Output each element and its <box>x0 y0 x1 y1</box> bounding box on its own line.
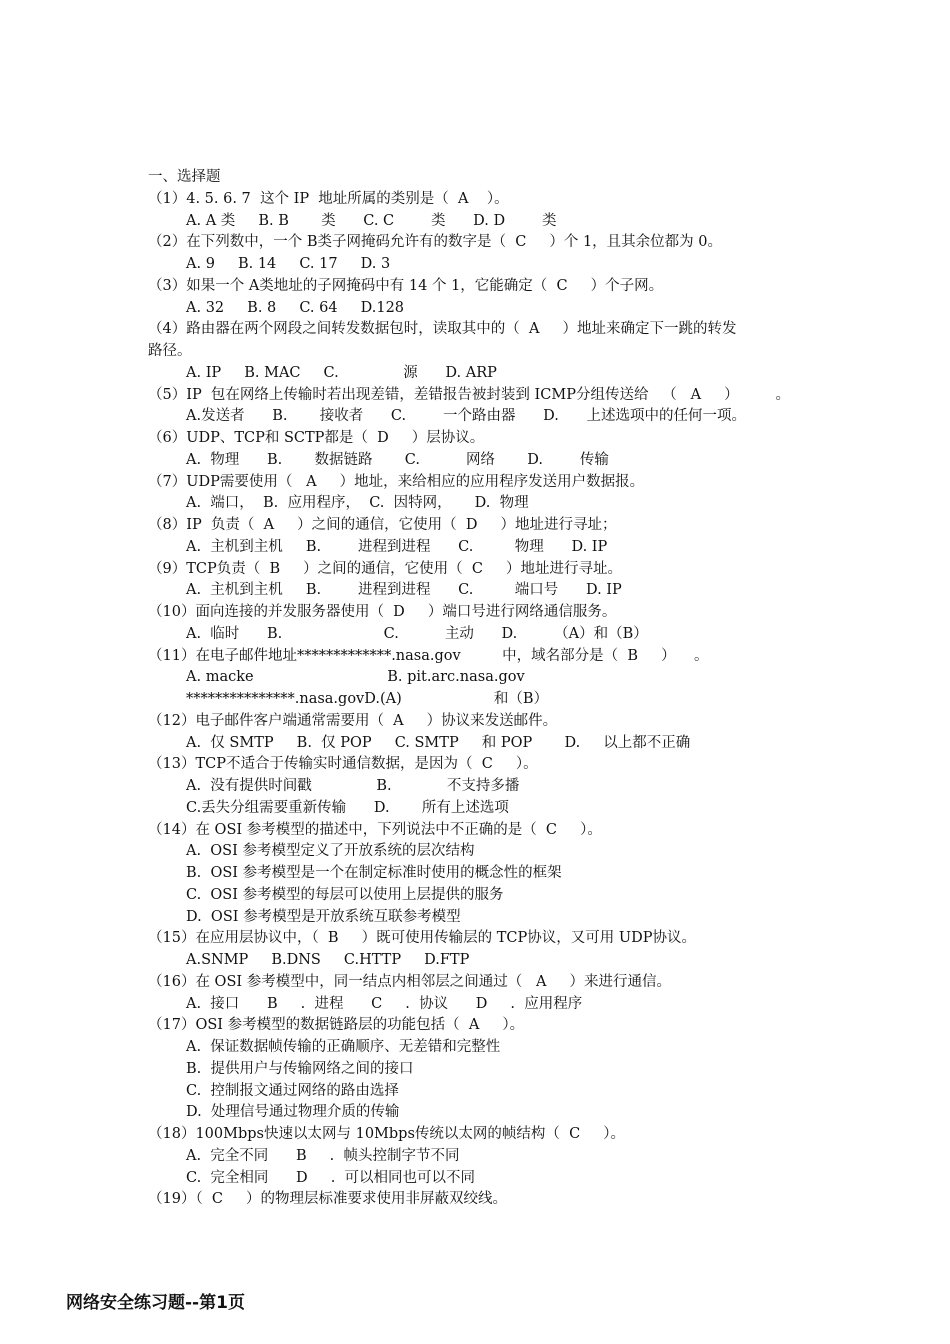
question-text: （18）100Mbps快速以太网与 10Mbps传统以太网的帧结构（ C ）。 <box>148 1126 625 1142</box>
answer-options: D. 处理信号通过物理介质的传输 <box>186 1104 400 1121</box>
answer-options: A.发送者 B. 接收者 C. 一个路由器 D. 上述选项中的任何一项。 <box>186 408 747 425</box>
answer-options: C.丢失分组需要重新传输 D. 所有上述选项 <box>186 799 509 816</box>
answer-options: C. 完全相同 D . 可以相同也可以不同 <box>186 1169 476 1186</box>
answer-options: D. OSI 参考模型是开放系统互联参考模型 <box>186 908 461 925</box>
question-text: （19）（ C ）的物理层标准要求使用非屏蔽双绞线。 <box>148 1191 508 1208</box>
answer-options: A. 仅 SMTP B. 仅 POP C. SMTP 和 POP D. 以上都不正确 <box>186 734 691 751</box>
question-text: （5）IP 包在网络上传输时若出现差错，差错报告被封装到 ICMP分组传送给 （ A ） 。 <box>148 386 791 403</box>
answer-options: A. macke B. pit.arc.nasa.gov <box>186 669 525 686</box>
section-heading: 一、选择题 <box>148 169 221 185</box>
answer-options: ***************.nasa.govD.(A) 和（B） <box>186 691 549 707</box>
question-text: （8）IP 负责（ A ）之间的通信，它使用（ D ）地址进行寻址； <box>148 517 617 533</box>
question-text: （14）在 OSI 参考模型的描述中，下列说法中不正确的是（ C ）。 <box>148 821 602 838</box>
answer-options: A. A 类 B. B 类 C. C 类 D. D 类 <box>186 212 557 229</box>
question-text: （17）OSI 参考模型的数据链路层的功能包括（ A ）。 <box>148 1017 525 1034</box>
question-text: 路径。 <box>148 343 192 359</box>
answer-options: B. 提供用户与传输网络之间的接口 <box>186 1060 414 1077</box>
question-text: （9）TCP负责（ B ）之间的通信，它使用（ C ）地址进行寻址。 <box>148 560 623 577</box>
page-footer: 网络安全练习题--第1页 <box>66 1293 245 1313</box>
question-text: （1）4. 5. 6. 7 这个 IP 地址所属的类别是（ A ）。 <box>148 190 509 207</box>
answer-options: C. 控制报文通过网络的路由选择 <box>186 1082 399 1099</box>
question-text: （3）如果一个 A类地址的子网掩码中有 14 个 1，它能确定（ C ）个子网。 <box>148 277 664 294</box>
question-text: （11）在电子邮件地址*************.nasa.gov 中，域名部分是（ B ） 。 <box>148 647 709 664</box>
answer-options: A. 主机到主机 B. 进程到进程 C. 端口号 D. IP <box>186 582 622 599</box>
question-text: （10）面向连接的并发服务器使用（ D ）端口号进行网络通信服务。 <box>148 604 617 620</box>
answer-options: A. 物理 B. 数据链路 C. 网络 D. 传输 <box>186 451 609 468</box>
answer-options: A. 9 B. 14 C. 17 D. 3 <box>186 256 391 272</box>
answer-options: A. 主机到主机 B. 进程到进程 C. 物理 D. IP <box>186 538 608 555</box>
question-text: （6）UDP、TCP和 SCTP都是（ D ）层协议。 <box>148 430 485 446</box>
answer-options: A. 完全不同 B . 帧头控制字节不同 <box>186 1147 460 1164</box>
answer-options: A. 接口 B . 进程 C . 协议 D . 应用程序 <box>186 995 583 1012</box>
answer-options: A. 临时 B. C. 主动 D. （A）和（B） <box>186 625 648 642</box>
question-text: （2）在下列数中，一个 B类子网掩码允许有的数字是（ C ）个 1，且其余位都为 0。 <box>148 234 723 251</box>
answer-options: A.SNMP B.DNS C.HTTP D.FTP <box>186 952 470 968</box>
answer-options: A. 32 B. 8 C. 64 D.128 <box>186 299 405 316</box>
question-text: （16）在 OSI 参考模型中，同一结点内相邻层之间通过（ A ）来进行通信。 <box>148 973 672 990</box>
answer-options: A. OSI 参考模型定义了开放系统的层次结构 <box>186 843 475 860</box>
answer-options: A. 保证数据帧传输的正确顺序、无差错和完整性 <box>186 1039 501 1055</box>
question-text: （12）电子邮件客户端通常需要用（ A ）协议来发送邮件。 <box>148 712 558 729</box>
question-text: （4）路由器在两个网段之间转发数据包时，读取其中的（ A ）地址来确定下一跳的转发 <box>148 321 737 338</box>
answer-options: A. 端口， B. 应用程序， C. 因特网， D. 物理 <box>186 495 529 512</box>
question-text: （15）在应用层协议中，（ B ）既可使用传输层的 TCP协议，又可用 UDP协议。 <box>148 930 696 947</box>
answer-options: A. 没有提供时间戳 B. 不支持多播 <box>186 778 520 794</box>
answer-options: B. OSI 参考模型是一个在制定标准时使用的概念性的框架 <box>186 865 562 881</box>
question-text: （7）UDP需要使用（ A ）地址，来给相应的应用程序发送用户数据报。 <box>148 473 645 490</box>
answer-options: A. IP B. MAC C. 源 D. ARP <box>186 364 497 381</box>
answer-options: C. OSI 参考模型的每层可以使用上层提供的服务 <box>186 886 504 903</box>
question-text: （13）TCP不适合于传输实时通信数据，是因为（ C ）。 <box>148 756 538 773</box>
